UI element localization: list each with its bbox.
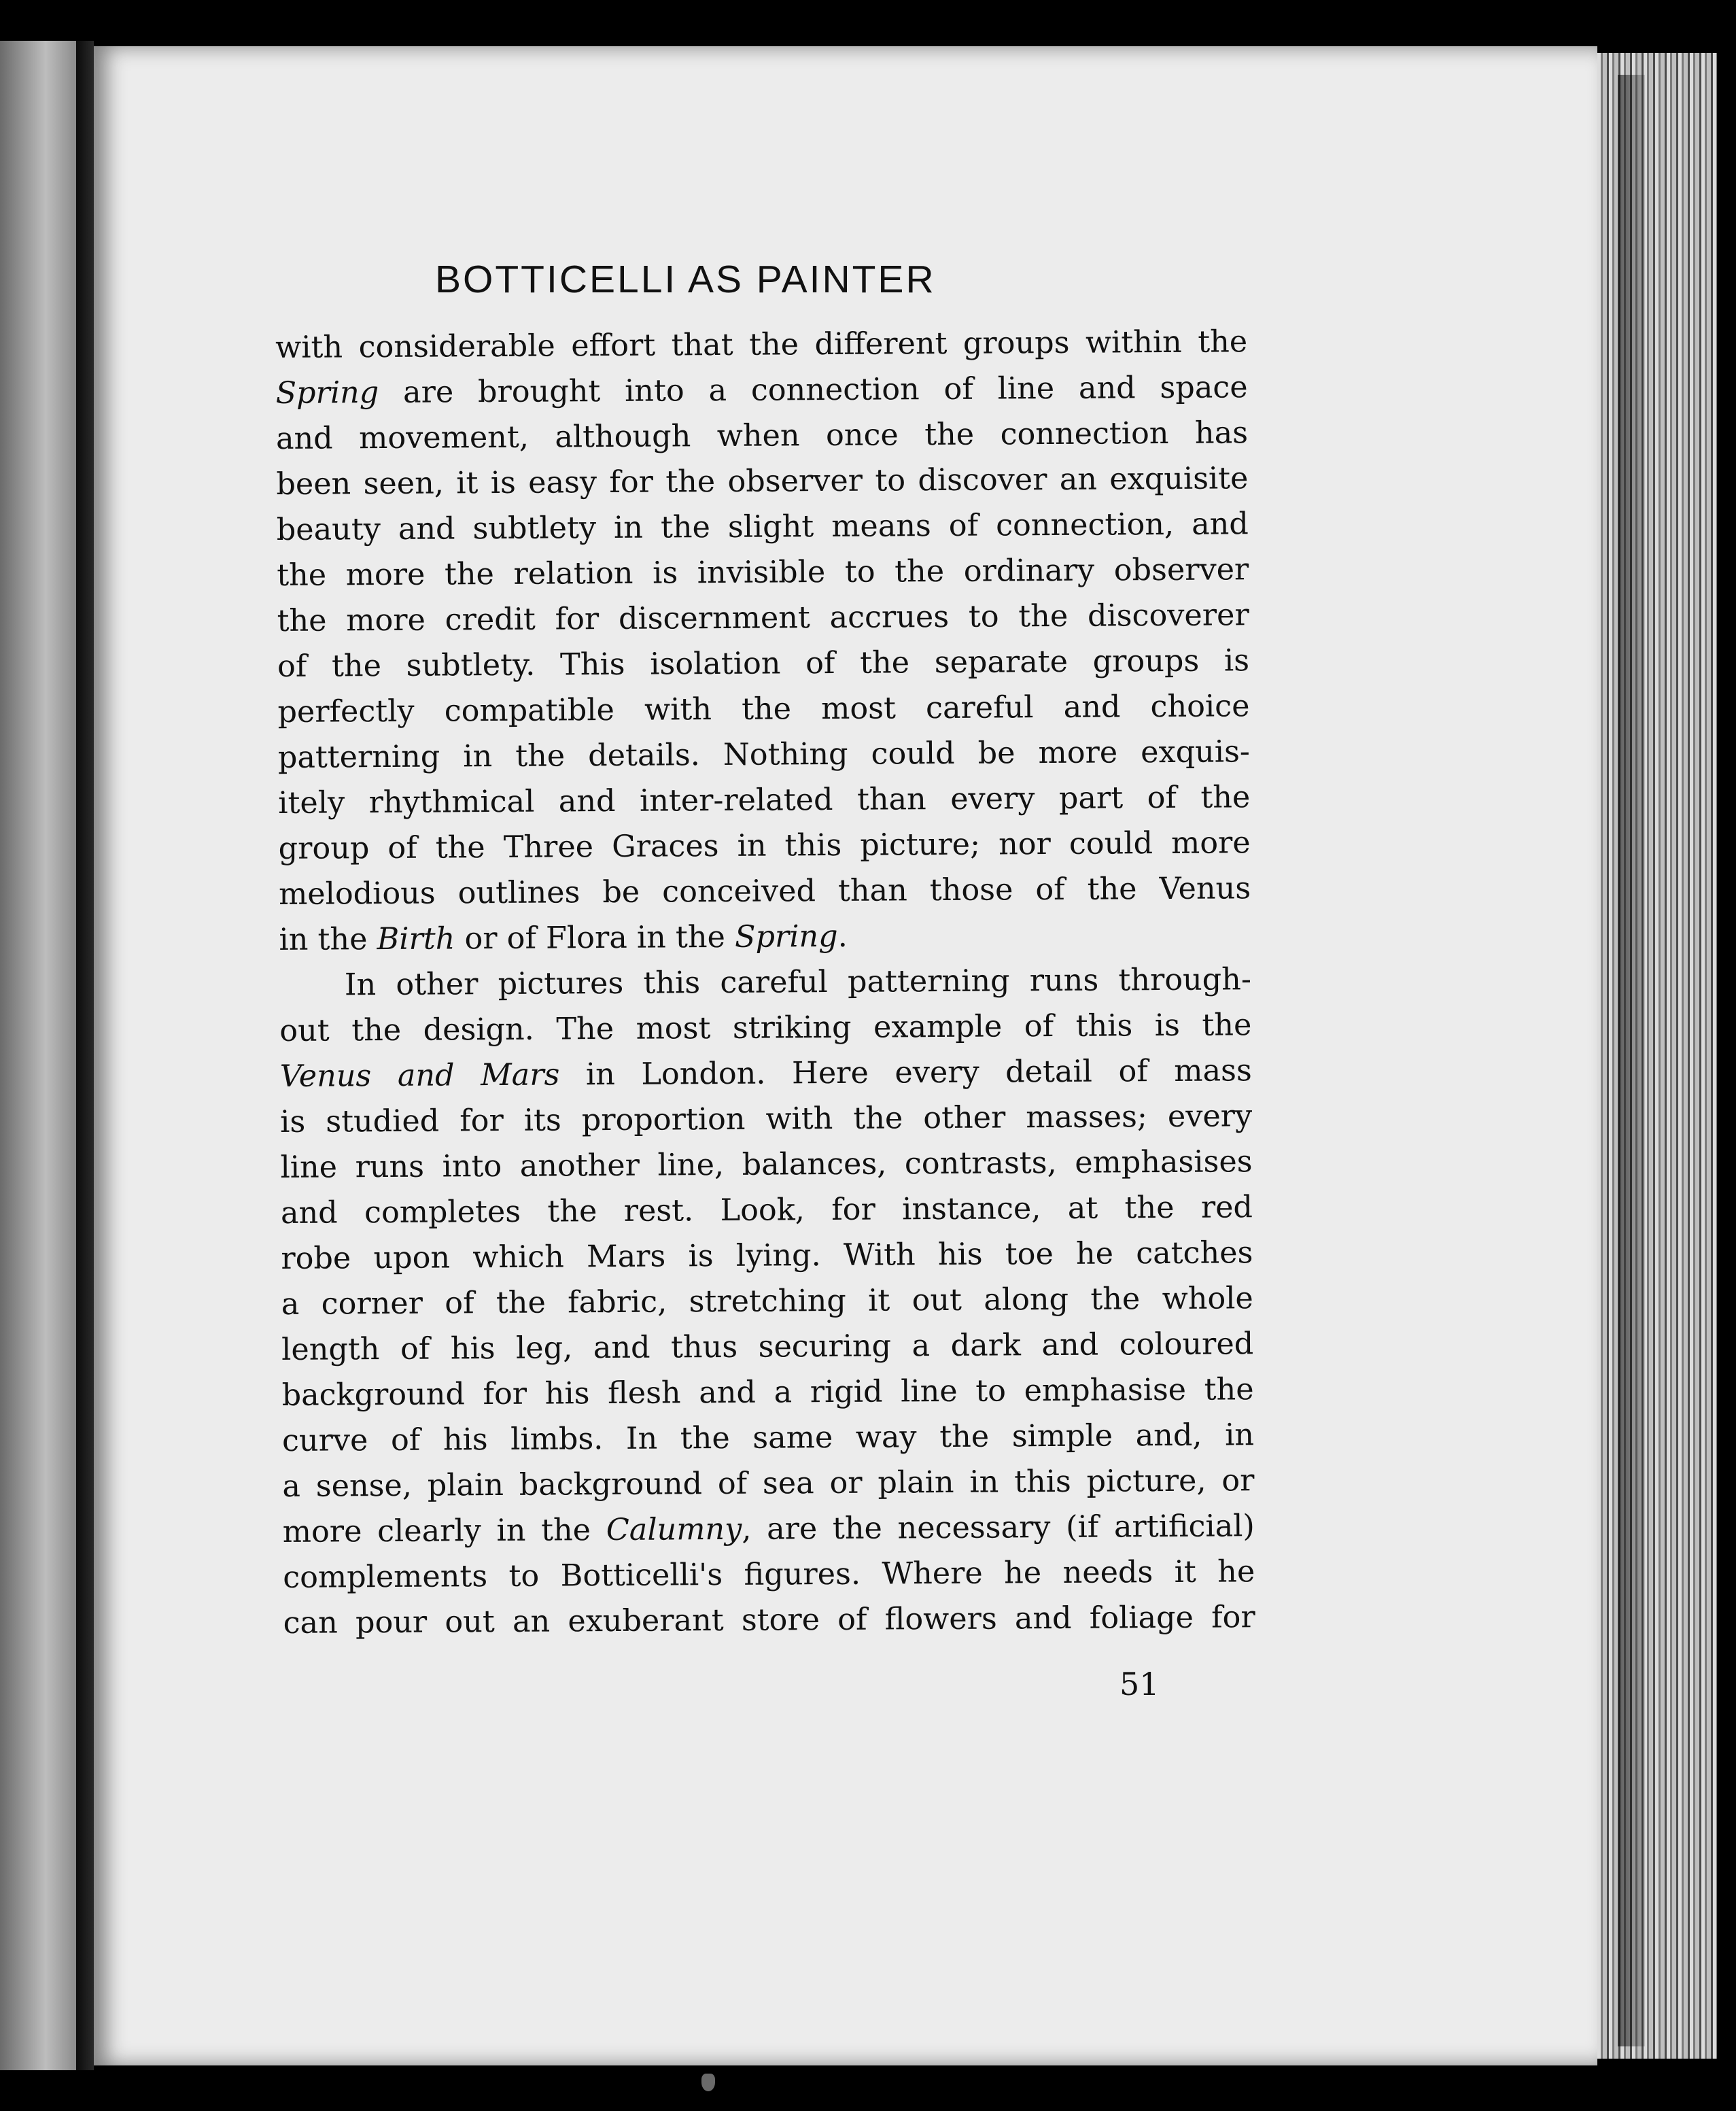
text-line: a sense, plain background of sea or plain in this picture, or — [282, 1463, 1255, 1504]
gutter-shadow — [76, 41, 94, 2070]
text-line: perfectly compatible with the most careful and choice — [277, 689, 1250, 730]
text-line: line runs into another line, balances, contrasts, emphasises — [280, 1144, 1253, 1185]
text-line: complements to Botticelli's figures. Where he needs it he — [283, 1554, 1255, 1595]
text-line: the more the relation is invisible to the ordinary observer — [277, 552, 1249, 593]
text-line: can pour out an exuberant store of flowers and foliage for — [283, 1600, 1255, 1641]
italic-title: Spring — [275, 375, 379, 411]
text-line: In other pictures this careful patterning runs through- — [344, 962, 1252, 1003]
text-line: melodious outlines be conceived than those of the Venus — [278, 871, 1251, 912]
text-line: group of the Three Graces in this picture; nor could more — [278, 825, 1251, 866]
text-line: and movement, although when once the connection has — [275, 415, 1249, 456]
text-line: of the subtlety. This isolation of the separate groups is — [277, 643, 1250, 684]
text-line: itely rhythmical and inter-related than every part of the — [278, 780, 1251, 821]
text-line: curve of his limbs. In the same way the simple and, in — [281, 1418, 1255, 1458]
text-line: a corner of the fabric, stretching it out along the whole — [281, 1281, 1253, 1322]
text-run: in the — [279, 922, 377, 957]
italic-title: Calumny — [606, 1511, 742, 1548]
scan-artifact-mark — [701, 2074, 715, 2091]
text-run: or of Flora in the — [455, 919, 735, 957]
text-line — [280, 1048, 1252, 1099]
text-line: robe upon which Mars is lying. With his toe he catches — [281, 1235, 1253, 1276]
text-line — [283, 1503, 1255, 1555]
text-line: patterning in the details. Nothing could be more exquis- — [277, 734, 1251, 775]
text-line: been seen, it is easy for the observer to discover an exquisite — [276, 461, 1249, 502]
text-line: background for his flesh and a rigid line to emphasise the — [281, 1372, 1254, 1413]
text-line: out the design. The most striking example of this is the — [279, 1008, 1252, 1048]
text-run: more clearly in the — [282, 1513, 606, 1549]
text-line: and completes the rest. Look, for instance, at the red — [280, 1190, 1253, 1231]
text-line: the more credit for discernment accrues to the discoverer — [277, 598, 1249, 638]
text-line: is studied for its proportion with the other masses; every — [280, 1099, 1253, 1139]
italic-title: Spring — [734, 919, 838, 955]
left-page-edge — [0, 41, 76, 2070]
running-head: BOTTICELLI AS PAINTER — [435, 258, 936, 301]
italic-title: Birth — [377, 921, 455, 957]
text-run: . — [837, 919, 848, 954]
fore-edge-shadow — [1618, 75, 1645, 2046]
text-line: with considerable effort that the different groups within the — [275, 324, 1248, 365]
text-run: in London. Here every detail of mass — [559, 1053, 1252, 1093]
fore-edge-page-stack — [1597, 53, 1717, 2059]
text-run: are brought into a connection of line and space — [379, 370, 1248, 411]
page-number: 51 — [1119, 1666, 1160, 1702]
text-line — [275, 364, 1247, 416]
text-line — [279, 911, 1251, 963]
text-line: beauty and subtlety in the slight means of connection, and — [276, 507, 1249, 547]
italic-title: Venus and Mars — [279, 1057, 560, 1094]
text-line: length of his leg, and thus securing a dark and coloured — [281, 1326, 1254, 1367]
text-run: , are the necessary (if artificial) — [742, 1509, 1255, 1547]
body-text — [275, 319, 1255, 1646]
